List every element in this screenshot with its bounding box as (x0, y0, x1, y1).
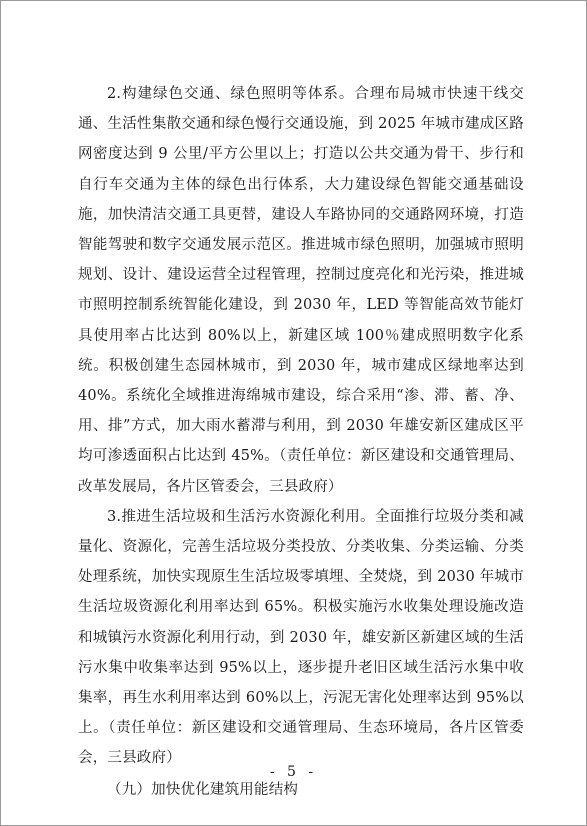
paragraph-green-transport-lighting: 2.构建绿色交通、绿色照明等体系。合理布局城市快速干线交通、生活性集散交通和绿色慢行交通设施，到 2025 年城市建成区路网密度达到 9 公里/平方公里以上；打造以公共交通为骨干、步行和自行车交通为主体的绿色出行体系，大力建设绿色智能交通基础设施，加快清洁交通工具更替，建设人车路协同的交通路网环境，打造智能驾驶和数字交通发展示范区。推进城市绿色照明，加强城市照明规划、设计、建设运营全过程管理，控制过度亮化和光污染，推进城市照明控制系统智能化建设，到 2030 年，LED 等智能高效节能灯具使用率占比达到 80%以上，新建区域 100％建成照明数字化系统。积极创建生态园林城市，到 2030 年，城市建成区绿地率达到 40%。系统化全域推进海绵城市建设，综合采用“渗、滞、蓄、净、用、排”方式，加大雨水蓄滞与利用，到 2030 年雄安新区建成区平均可渗透面积占比达到 45%。（责任单位：新区建设和交通管理局、改革发展局，各片区管委会，三县政府） (78, 86, 524, 495)
document-body (78, 79, 524, 805)
page-number: - 5 - (269, 764, 318, 780)
section-heading: （九）加快优化建筑用能结构 (107, 781, 299, 798)
paragraph-waste-sewage: 3.推进生活垃圾和生活污水资源化利用。全面推行垃圾分类和减量化、资源化，完善生活垃圾分类投放、分类收集、分类运输、分类处理系统，加快实现原生生活垃圾零填埋、全焚烧，到 2030 年城市生活垃圾资源化利用率达到 65%。积极实施污水收集处理设施改造和城镇污水资源化利用行动，到 2030 年，雄安新区新建区域的生活污水集中收集率达到 95%以上，逐步提升老旧区域生活污水集中收集率，再生水利用率达到 60%以上，污泥无害化处理率达到 95%以上。（责任单位：新区建设和交通管理局、生态环境局，各片区管委会，三县政府） (78, 508, 524, 767)
